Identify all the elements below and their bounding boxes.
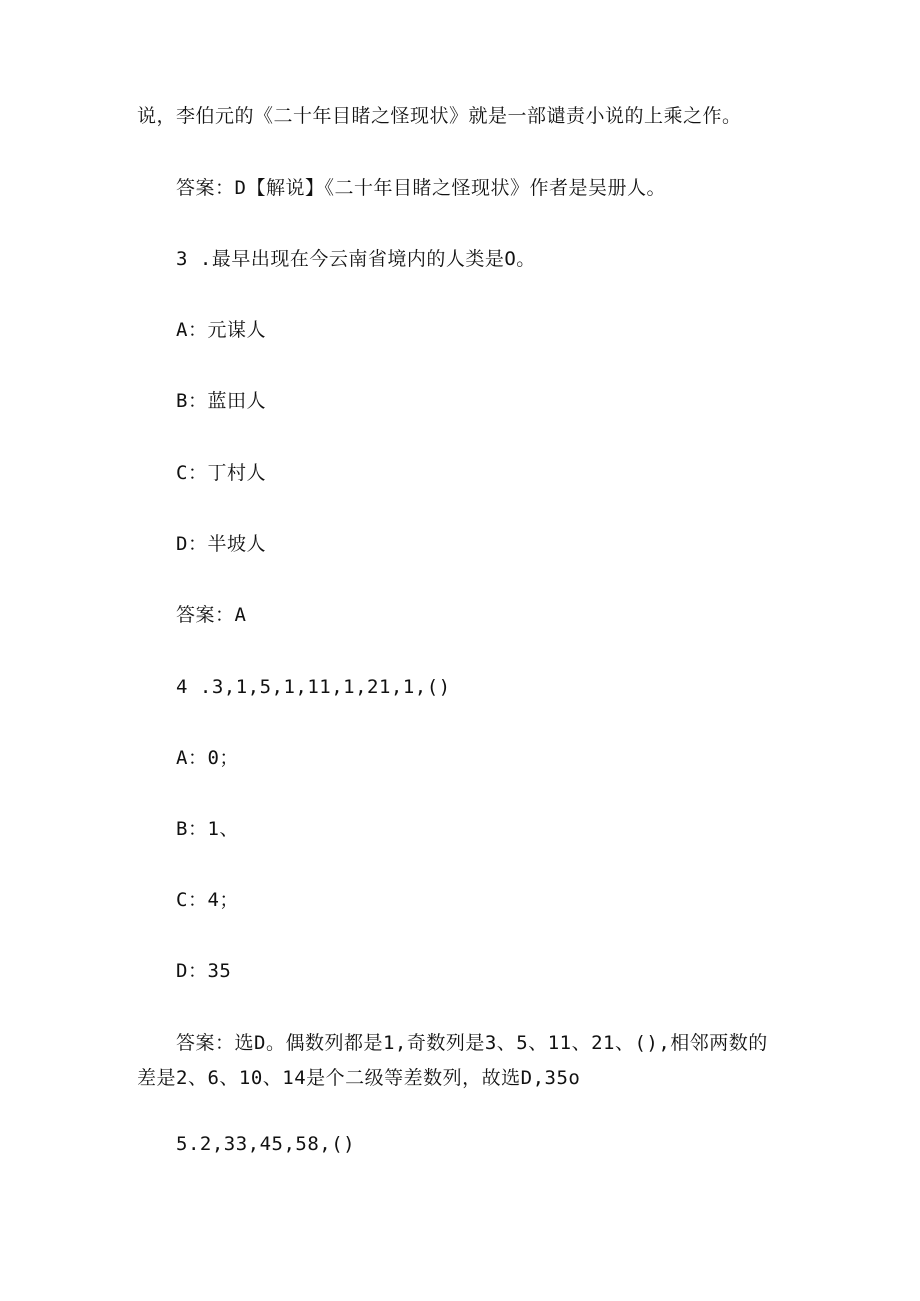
q3-option-a: A：元谋人 bbox=[176, 319, 266, 341]
q3-option-d: D：半坡人 bbox=[176, 533, 266, 555]
q4-answer-line-1: 答案：选D。偶数列都是1,奇数列是3、5、11、21、(),相邻两数的 bbox=[176, 1032, 768, 1054]
q4-option-d: D：35 bbox=[176, 960, 232, 982]
intro-paragraph-tail: 说，李伯元的《二十年目睹之怪现状》就是一部谴责小说的上乘之作。 bbox=[137, 105, 742, 127]
q4-option-c: C：4； bbox=[176, 889, 239, 911]
q3-option-b: B：蓝田人 bbox=[176, 390, 266, 412]
q4-option-b: B：1、 bbox=[176, 818, 239, 840]
q3-answer: 答案：A bbox=[176, 604, 247, 626]
q4-option-a: A：0； bbox=[176, 747, 239, 769]
q4-answer-line-2: 差是2、6、10、14是个二级等差数列，故选D,35o bbox=[137, 1067, 581, 1089]
q2-answer: 答案：D【解说】《二十年目睹之怪现状》作者是吴册人。 bbox=[176, 177, 666, 199]
q5-question: 5.2,33,45,58,() bbox=[176, 1133, 356, 1155]
q4-question: 4 .3,1,5,1,11,1,21,1,() bbox=[176, 676, 451, 698]
q3-option-c: C：丁村人 bbox=[176, 462, 266, 484]
q3-question: 3 .最早出现在今云南省境内的人类是O。 bbox=[176, 248, 536, 270]
